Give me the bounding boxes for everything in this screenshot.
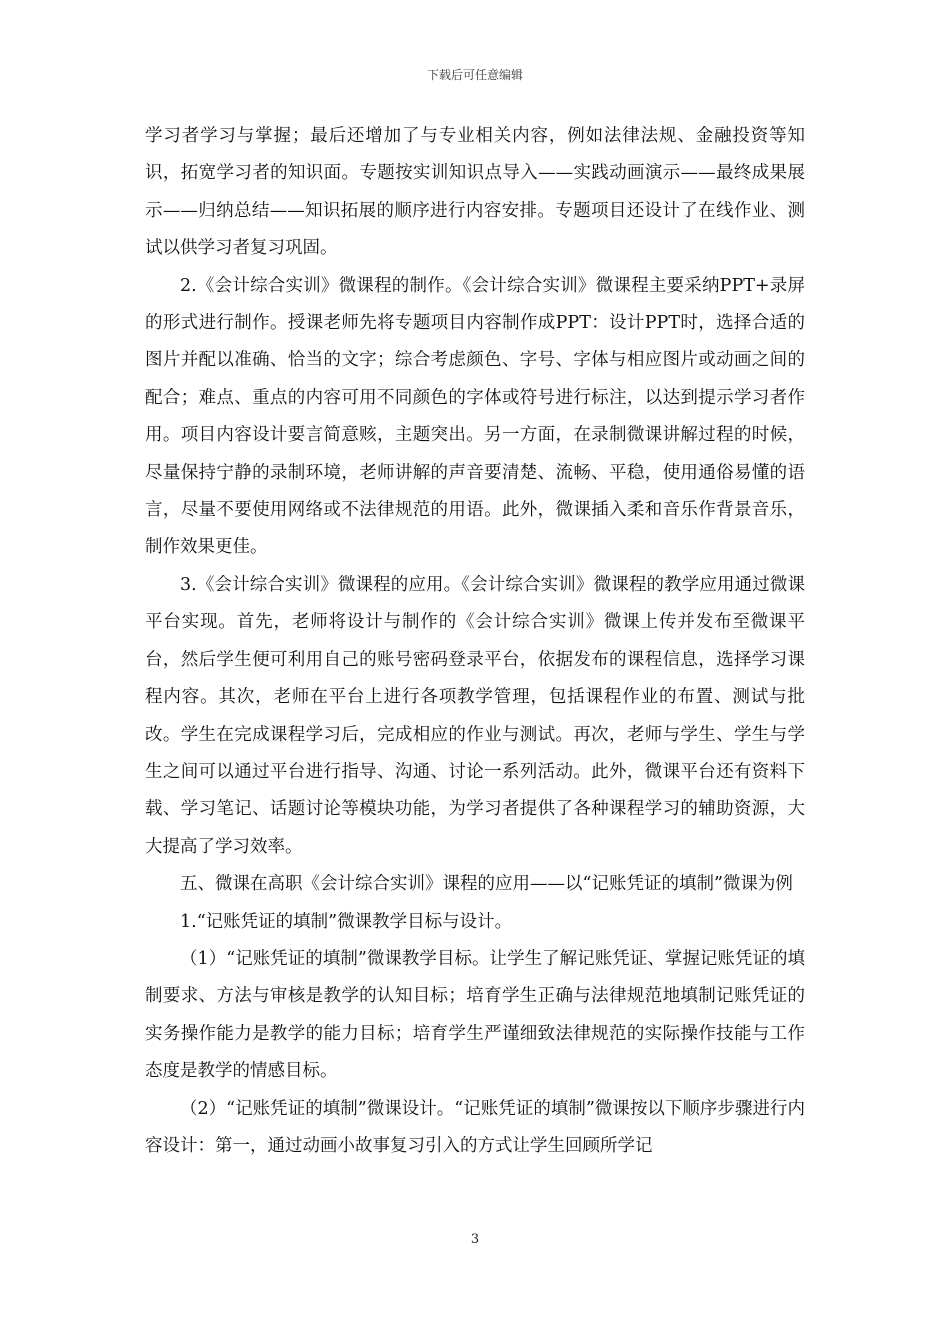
paragraph-section-3: 3.《会计综合实训》微课程的应用。《会计综合实训》微课程的教学应用通过微课平台实现。首先，老师将设计与制作的《会计综合实训》微课上传并发布至微课平台，然后学生便可利用自己的账号密码登录平台，依据发布的课程信息，选择学习课程内容。其次，老师在平台上进行各项教学管理，包括课程作业的布置、测试与批改。学生在完成课程学习后，完成相应的作业与测试。再次，老师与学生、学生与学生之间可以通过平台进行指导、沟通、讨论一系列活动。此外，微课平台还有资料下载、学习笔记、话题讨论等模块功能，为学习者提供了各种课程学习的辅助资源，大大提高了学习效率。 [145,574,805,857]
section-heading-5: 五、微课在高职《会计综合实训》课程的应用——以“记账凭证的填制”微课为例 [180,874,793,895]
paragraph-objectives: （1）“记账凭证的填制”微课教学目标。让学生了解记账凭证、掌握记账凭证的填制要求、方法与审核是教学的认知目标；培育学生正确与法律规范地填制记账凭证的实务操作能力是教学的能力目标；培育学生严谨细致法律规范的实际操作技能与工作态度是教学的情感目标。 [145,948,805,1082]
paragraph-section-2: 2.《会计综合实训》微课程的制作。《会计综合实训》微课程主要采纳PPT+录屏的形式进行制作。授课老师先将专题项目内容制作成PPT：设计PPT时，选择合适的图片并配以准确、恰当的文字；综合考虑颜色、字号、字体与相应图片或动画之间的配合；难点、重点的内容可用不同颜色的字体或符号进行标注，以达到提示学习者作用。项目内容设计要言简意赅，主题突出。另一方面，在录制微课讲解过程的时候，尽量保持宁静的录制环境，老师讲解的声音要清楚、流畅、平稳，使用通俗易懂的语言，尽量不要使用网络或不法律规范的用语。此外，微课插入柔和音乐作背景音乐，制作效果更佳。 [145,275,805,558]
document-body [145,118,805,1165]
paragraph-continuation: 学习者学习与掌握；最后还增加了与专业相关内容，例如法律法规、金融投资等知识，拓宽学习者的知识面。专题按实训知识点导入——实践动画演示——最终成果展示——归纳总结——知识拓展的顺序进行内容安排。专题项目还设计了在线作业、测试以供学习者复习巩固。 [145,126,805,259]
page-number: 3 [470,1232,480,1247]
page-header: 下载后可任意编辑 [426,68,523,82]
paragraph-design: （2）“记账凭证的填制”微课设计。“记账凭证的填制”微课按以下顺序步骤进行内容设计：第一，通过动画小故事复习引入的方式让学生回顾所学记 [145,1098,805,1156]
subheading-1: 1.“记账凭证的填制”微课教学目标与设计。 [180,911,513,932]
